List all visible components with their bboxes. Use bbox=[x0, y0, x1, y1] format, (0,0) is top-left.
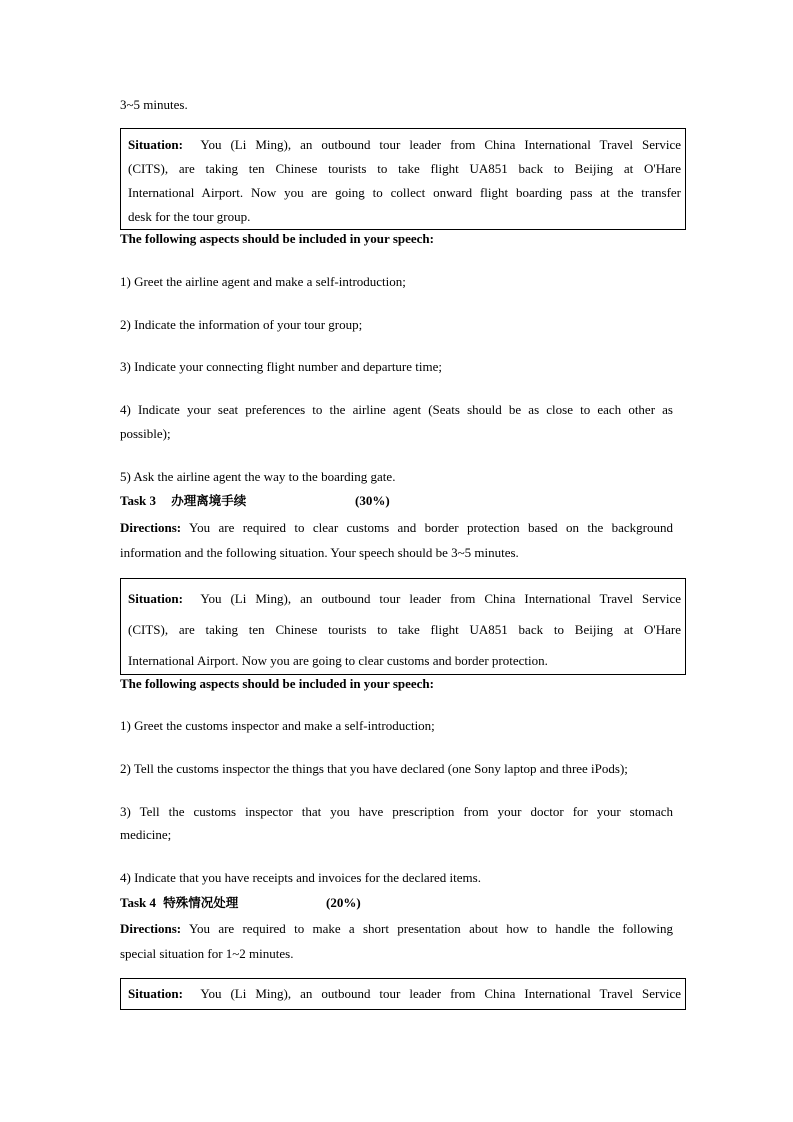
directions-text: You are required to make a short presentation about how to handle the following bbox=[188, 921, 673, 936]
list-item: 4) Indicate that you have receipts and invoices for the declared items. bbox=[120, 870, 481, 885]
task-title: 办理离境手续 bbox=[171, 493, 247, 508]
task-label: Task 3 bbox=[120, 493, 157, 508]
task-title: 特殊情况处理 bbox=[163, 895, 239, 910]
directions-line bbox=[120, 917, 673, 941]
situation-text: You (Li Ming), an outbound tour leader from China International Travel Service bbox=[200, 137, 681, 152]
list-item: 5) Ask the airline agent the way to the boarding gate. bbox=[120, 469, 396, 484]
intro-line: 3~5 minutes. bbox=[120, 97, 188, 112]
aspects-heading: The following aspects should be included in your speech: bbox=[120, 231, 434, 246]
task-4-heading bbox=[120, 894, 238, 912]
situation-text: desk for the tour group. bbox=[128, 209, 251, 224]
list-item-continued: medicine; bbox=[120, 827, 172, 842]
situation-text: You (Li Ming), an outbound tour leader from China International Travel Service bbox=[200, 591, 681, 606]
directions-text: You are required to clear customs and border protection based on the background bbox=[189, 520, 673, 535]
situation-label: Situation: bbox=[128, 591, 183, 606]
situation-box-2-text bbox=[128, 583, 681, 676]
situation-box-1-text bbox=[128, 133, 681, 229]
situation-text: (CITS), are taking ten Chinese tourists to take flight UA851 back to Beijing at O'Hare bbox=[128, 622, 681, 637]
situation-text: You (Li Ming), an outbound tour leader from China International Travel Service bbox=[200, 986, 681, 1001]
task-3-heading bbox=[120, 492, 246, 510]
directions-text: information and the following situation. Your speech should be 3~5 minutes. bbox=[120, 545, 519, 560]
situation-label: Situation: bbox=[128, 986, 183, 1001]
situation-box-3 bbox=[120, 978, 686, 1010]
directions-label: Directions: bbox=[120, 921, 182, 936]
situation-text: (CITS), are taking ten Chinese tourists to take flight UA851 back to Beijing at O'Hare bbox=[128, 161, 681, 176]
situation-box-3-text bbox=[128, 982, 681, 1006]
situation-box-2 bbox=[120, 578, 686, 675]
task-weight: (20%) bbox=[326, 895, 361, 910]
list-item: 1) Greet the customs inspector and make a self-introduction; bbox=[120, 718, 435, 733]
directions-label: Directions: bbox=[120, 520, 182, 535]
list-item: 1) Greet the airline agent and make a self-introduction; bbox=[120, 274, 406, 289]
directions-text: special situation for 1~2 minutes. bbox=[120, 946, 294, 961]
list-item: 2) Indicate the information of your tour group; bbox=[120, 317, 363, 332]
list-item: 2) Tell the customs inspector the things that you have declared (one Sony laptop and three iPods); bbox=[120, 761, 628, 776]
situation-label: Situation: bbox=[128, 137, 183, 152]
task-weight: (30%) bbox=[355, 493, 390, 508]
situation-box-1 bbox=[120, 128, 686, 230]
list-item: 3) Indicate your connecting flight number and departure time; bbox=[120, 359, 442, 374]
list-item: 3) Tell the customs inspector that you have prescription from your doctor for your stomach bbox=[120, 804, 673, 819]
directions-line bbox=[120, 516, 673, 540]
situation-text: International Airport. Now you are going to clear customs and border protection. bbox=[128, 653, 548, 668]
list-item-continued: possible); bbox=[120, 426, 171, 441]
aspects-heading: The following aspects should be included in your speech: bbox=[120, 676, 434, 691]
situation-text: International Airport. Now you are going to collect onward flight boarding pass at the transfer bbox=[128, 185, 681, 200]
list-item: 4) Indicate your seat preferences to the airline agent (Seats should be as close to each other as bbox=[120, 402, 673, 417]
task-label: Task 4 bbox=[120, 895, 157, 910]
